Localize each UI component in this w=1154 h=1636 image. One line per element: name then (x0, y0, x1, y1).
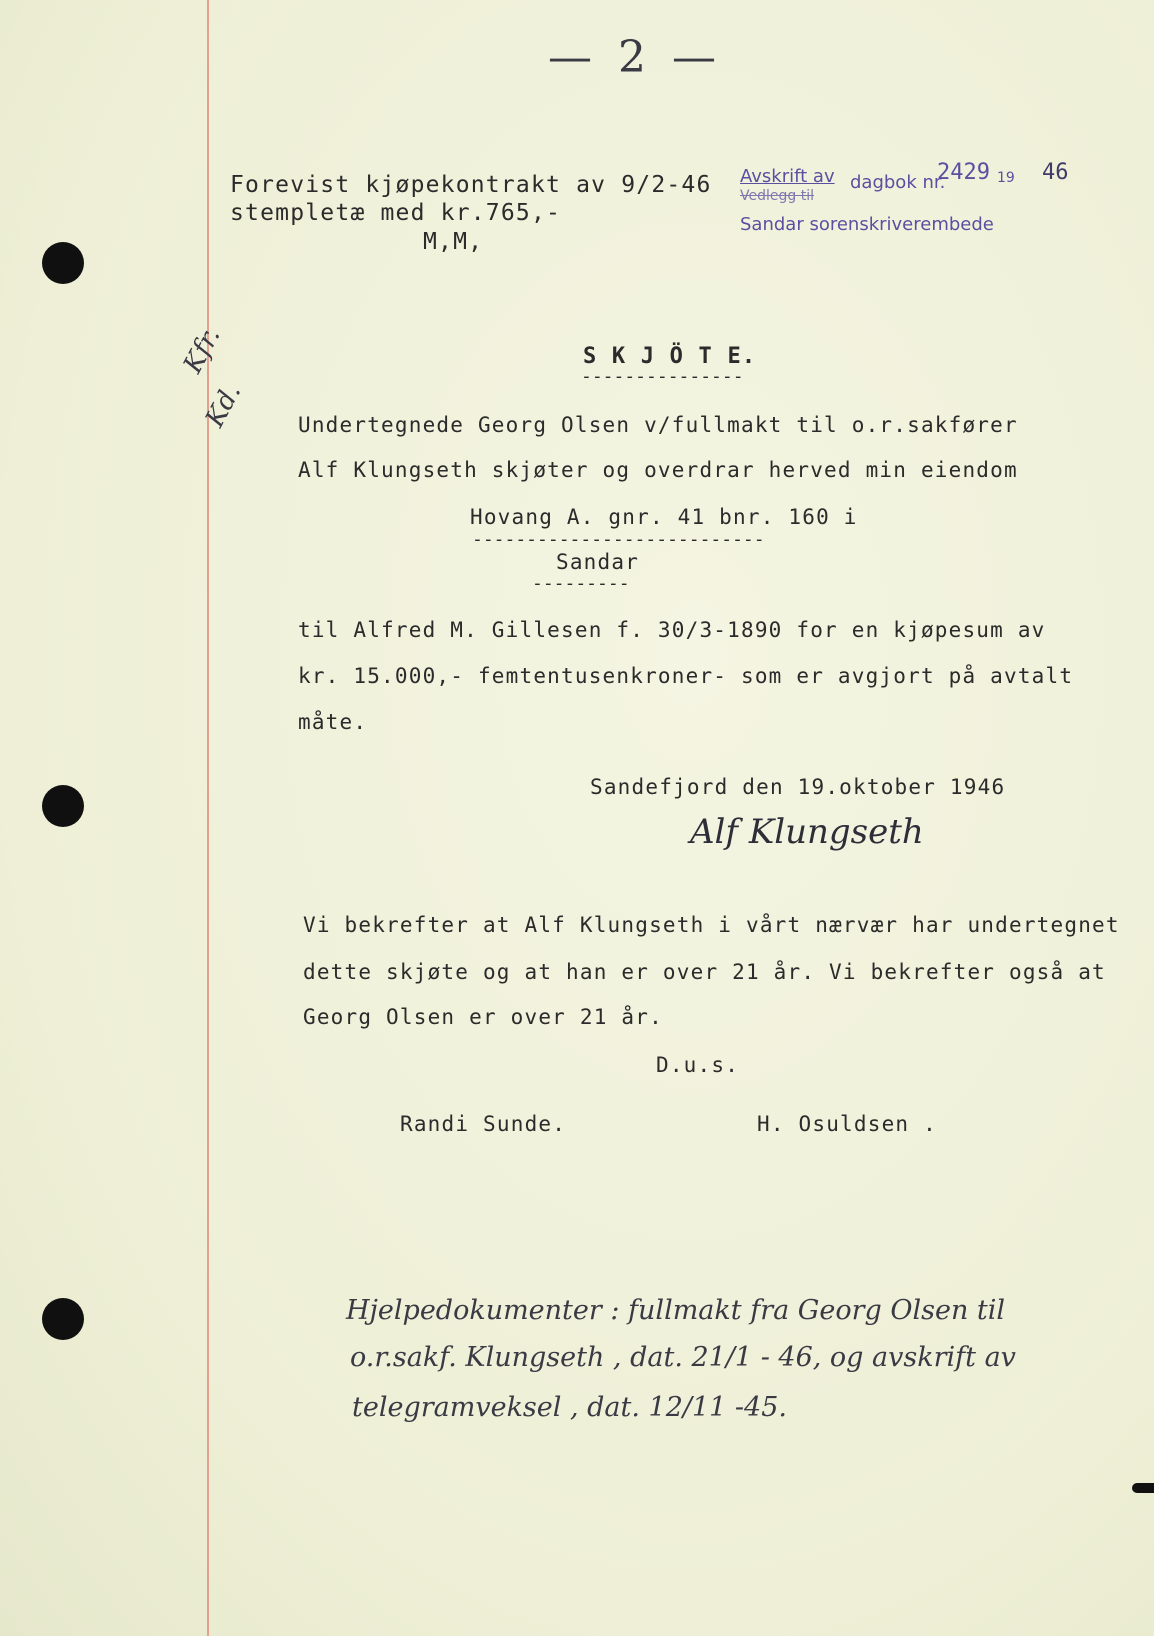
dateline: Sandefjord den 19.oktober 1946 (590, 775, 1006, 799)
document-title: S K J Ö T E. (583, 344, 757, 369)
punch-hole-middle (42, 785, 84, 827)
handwritten-note-2: o.r.sakf. Klungseth , dat. 21/1 - 46, og avskrift av (350, 1342, 1016, 1373)
body-line-3: til Alfred M. Gillesen f. 30/3-1890 for en kjøpesum av (298, 618, 1046, 642)
body-line-5: måte. (298, 710, 368, 734)
witness-line-1: Vi bekrefter at Alf Klungseth i vårt nærvær har undertegnet (303, 913, 1120, 937)
stamp-office: Sandar sorenskriverembede (740, 214, 994, 235)
stamp-dagbok-label: dagbok nr. (850, 172, 946, 193)
stamp-year: 46 (1042, 160, 1069, 185)
stamp-avskrift: Avskrift av (740, 166, 835, 187)
dus-note: D.u.s. (656, 1053, 740, 1077)
page-number: — 2 — (548, 32, 722, 83)
title-underline: --------------- (581, 366, 744, 387)
header-initials: M,M, (423, 229, 484, 255)
body-line-4: kr. 15.000,- femtentusenkroner- som er avgjort på avtalt (298, 664, 1074, 688)
punch-hole-top (42, 242, 84, 284)
stamp-dagbok-number: 2429 (937, 160, 990, 185)
witness-line-2: dette skjøte og at han er over 21 år. Vi bekrefter også at (303, 960, 1106, 984)
property-underline: --------------------------- (472, 529, 765, 550)
edge-mark (1132, 1483, 1154, 1493)
punch-hole-bottom (42, 1298, 84, 1340)
handwritten-note-3: telegramveksel , dat. 12/11 -45. (352, 1392, 787, 1423)
witness-left: Randi Sunde. (400, 1112, 567, 1136)
signature: Alf Klungseth (690, 812, 924, 852)
witness-right: H. Osuldsen . (757, 1112, 937, 1136)
margin-note-2: Kd. (200, 378, 248, 433)
header-line-1: Forevist kjøpekontrakt av 9/2-46 (230, 172, 712, 198)
witness-line-3: Georg Olsen er over 21 år. (303, 1005, 663, 1029)
place-underline: --------- (532, 573, 630, 594)
body-place: Sandar (556, 550, 640, 574)
margin-rule (207, 0, 209, 1636)
handwritten-note-1: Hjelpedokumenter : fullmakt fra Georg Olsen til (346, 1295, 1006, 1326)
header-line-2: stempletæ med kr.765,- (230, 200, 562, 226)
body-line-2: Alf Klungseth skjøter og overdrar herved min eiendom (298, 458, 1018, 482)
stamp-year-prefix: 19 (997, 170, 1015, 186)
body-property: Hovang A. gnr. 41 bnr. 160 i (470, 505, 858, 529)
stamp-struck-word: Vedlegg til (740, 188, 814, 204)
margin-note-1: Kfr. (178, 322, 227, 379)
body-line-1: Undertegnede Georg Olsen v/fullmakt til o.r.sakfører (298, 413, 1018, 437)
